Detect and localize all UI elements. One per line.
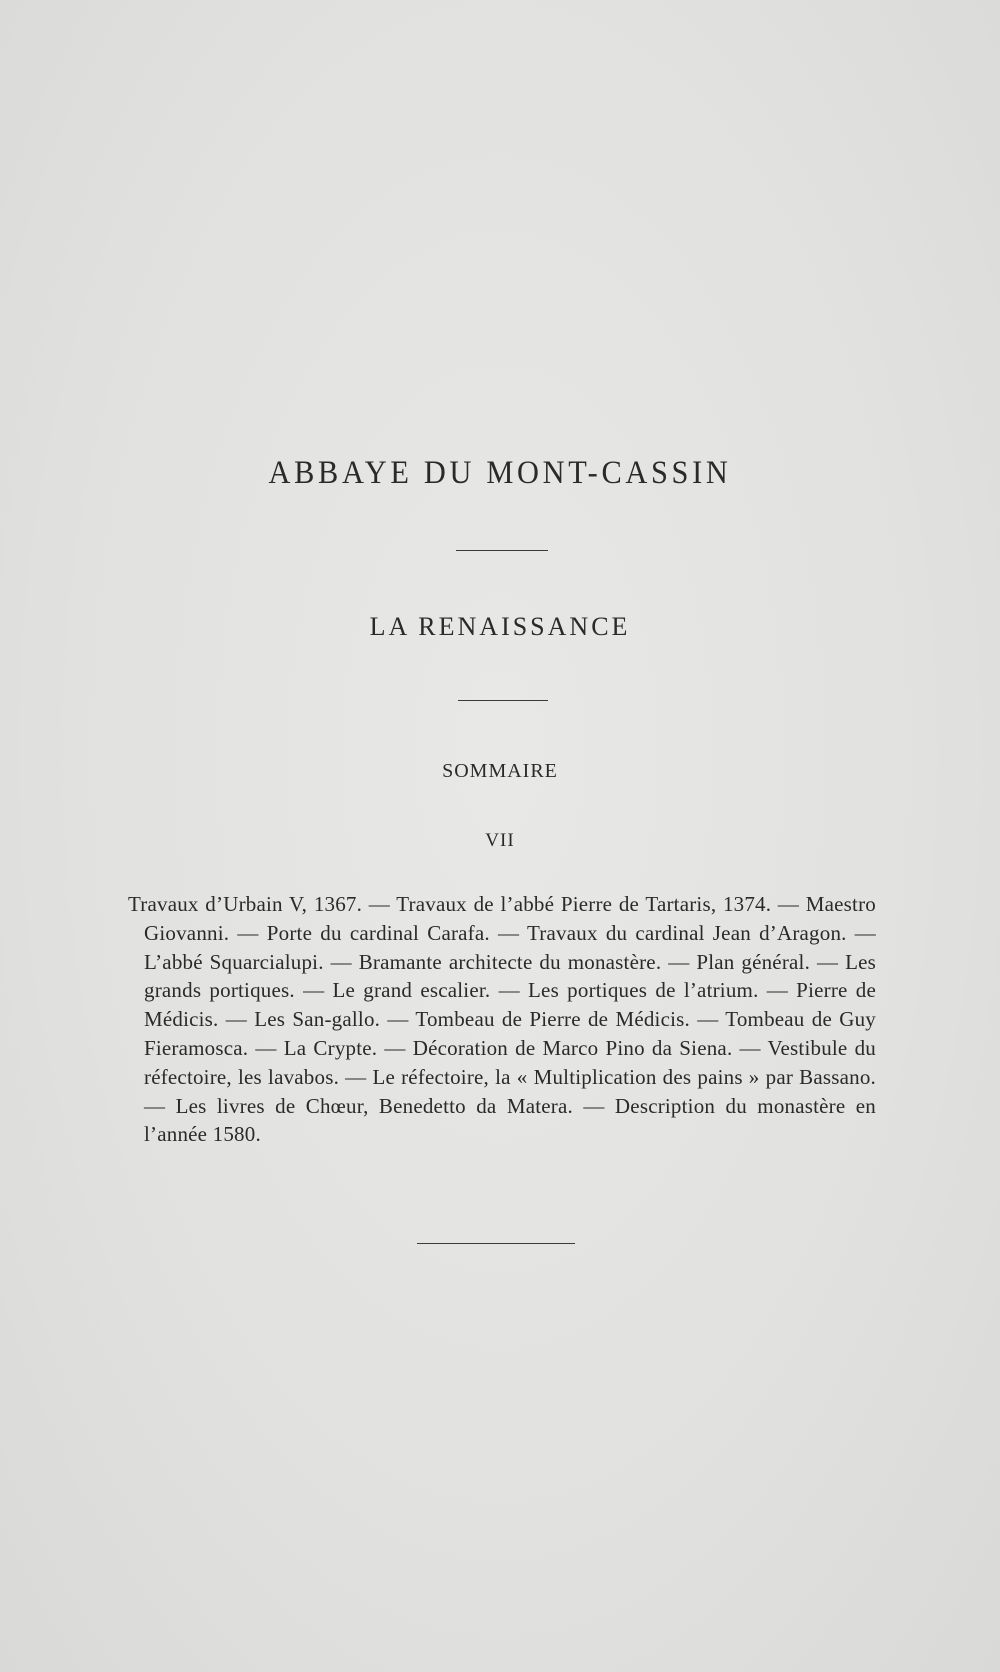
end-divider <box>417 1243 575 1244</box>
section-subtitle: LA RENAISSANCE <box>369 612 631 641</box>
page-title: ABBAYE DU MONT-CASSIN <box>268 455 732 491</box>
sommaire-heading: SOMMAIRE <box>442 760 558 782</box>
title-divider <box>456 550 548 551</box>
summary-paragraph: Travaux d’Urbain V, 1367. — Travaux de l’abbé Pierre de Tartaris, 1374. — Maestro Giovanni. — Porte du cardinal Carafa. — Travaux du cardinal Jean d’Aragon. — L’abbé Squarcialupi. — Bramante architecte du monastère. — Plan général. — Les grands portiques. — Le grand escalier. — Les portiques de l’atrium. — Pierre de Médicis. — Les San-gallo. — Tombeau de Pierre de Médicis. — Tombeau de Guy Fieramosca. — La Crypte. — Décoration de Marco Pino da Siena. — Vestibule du réfectoire, les lavabos. — Le réfectoire, la « Multiplication des pains » par Bassano. — Les livres de Chœur, Benedetto da Matera. — Description du monastère en l’année 1580. <box>128 892 876 1147</box>
subtitle-divider <box>458 700 548 701</box>
chapter-number: VII <box>485 830 515 851</box>
